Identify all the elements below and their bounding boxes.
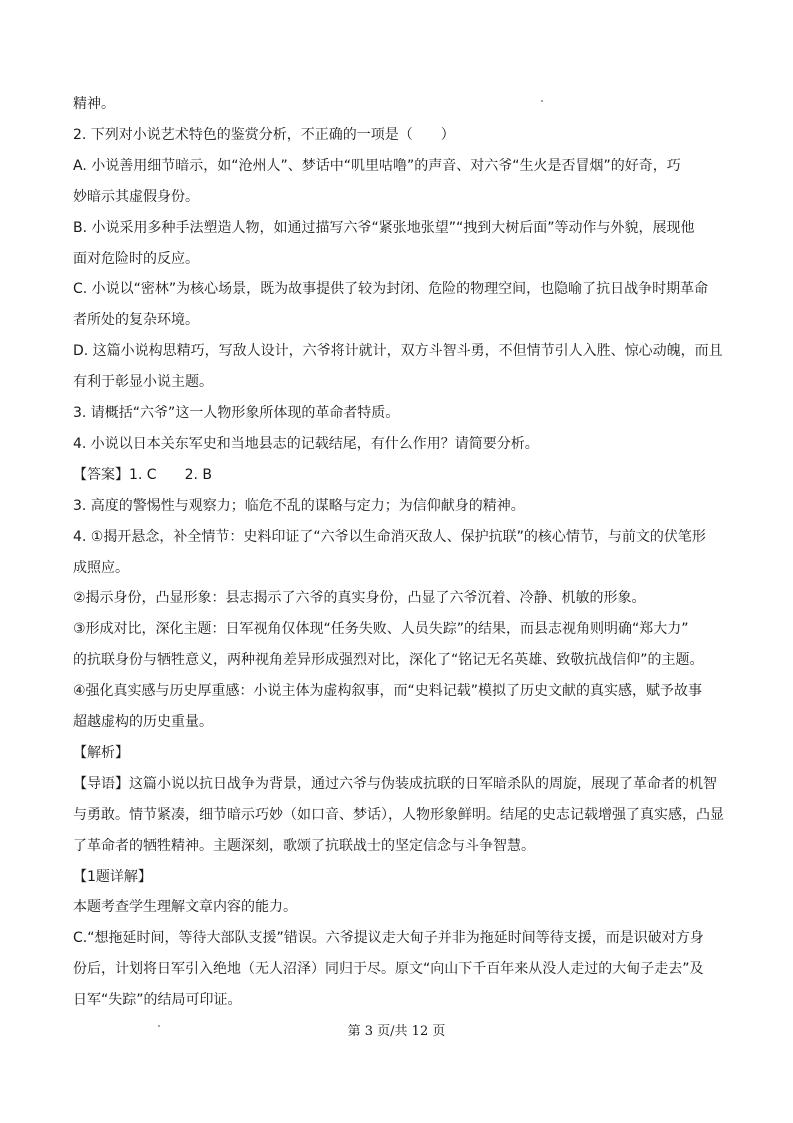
detail-heading-1: 【1题详解】 xyxy=(73,868,152,885)
text-line: 本题考查学生理解文章内容的能力。 xyxy=(73,899,297,916)
text-line: D. 这篇小说构思精巧，写敌人设计，六爷将计就计，双方斗智斗勇，不但情节引人入胜、惊心动魄，而且 xyxy=(73,343,723,360)
text-line: 份后，计划将日军引入绝地（无人沼泽）同归于尽。原文“向山下千百年来从没人走过的大甸子走去”及 xyxy=(73,961,704,978)
question-2: 2. 下列对小说艺术特色的鉴赏分析，不正确的一项是（ ） xyxy=(73,126,455,143)
text-line: ④强化真实感与历史厚重感：小说主体为虚构叙事，而“史料记载”模拟了历史文献的真实感，赋予故事 xyxy=(73,683,703,700)
intro-paragraph: 【导语】这篇小说以抗日战争为背景，通过六爷与伪装成抗联的日军暗杀队的周旋，展现了革命者的机智 xyxy=(73,775,717,792)
text-line: 3. 高度的警惕性与观察力；临危不乱的谋略与定力；为信仰献身的精神。 xyxy=(73,497,525,514)
text-line: 成照应。 xyxy=(73,559,129,576)
question-4: 4. 小说以日本关东军史和当地县志的记载结尾，有什么作用？请简要分析。 xyxy=(73,435,539,452)
question-3: 3. 请概括“六爷”这一人物形象所体现的革命者特质。 xyxy=(73,405,400,421)
text-line: B. 小说采用多种手法塑造人物，如通过描写六爷“紧张地张望”“拽到大树后面”等动作与外貌，展现他 xyxy=(73,219,695,236)
text-line: 妙暗示其虚假身份。 xyxy=(73,188,199,205)
analysis-label: 【解析】 xyxy=(73,744,129,761)
text-line: 的抗联身份与牺牲意义，两种视角差异形成强烈对比，深化了“铭记无名英雄、致敬抗战信仰”的主题。 xyxy=(73,652,704,669)
text-line: 面对危险时的反应。 xyxy=(73,250,199,267)
text-line: 与勇敢。情节紧凑，细节暗示巧妙（如口音、梦话），人物形象鲜明。结尾的史志记载增强了真实感，凸显 xyxy=(73,806,724,823)
text-line: A. 小说善用细节暗示，如“沧州人”、梦话中“叽里咕噜”的声音、对六爷“生火是否冒烟”的好奇，巧 xyxy=(73,157,681,174)
text-line: 4. ①揭开悬念，补全情节：史料印证了“六爷以生命消灭敌人、保护抗联”的核心情节，与前文的伏笔形 xyxy=(73,528,706,545)
text-line: ②揭示身份，凸显形象：县志揭示了六爷的真实身份，凸显了六爷沉着、冷静、机敏的形象。 xyxy=(73,590,646,607)
page-footer: 第 3 页/共 12 页 xyxy=(347,1024,446,1039)
text-line: C.“想拖延时间，等待大部队支援”错误。六爷提议走大甸子并非为拖延时间等待支援，而是识破对方身 xyxy=(73,930,704,947)
text-line: C. 小说以“密林”为核心场景，既为故事提供了较为封闭、危险的物理空间，也隐喻了抗日战争时期革命 xyxy=(73,281,709,298)
text-line: 有利于彰显小说主题。 xyxy=(73,374,213,391)
text-line: 精神。 xyxy=(73,96,115,112)
text-line: 了革命者的牺牲精神。主题深刻，歌颂了抗联战士的坚定信念与斗争智慧。 xyxy=(73,837,535,854)
text-line: ③形成对比，深化主题：日军视角仅体现“任务失败、人员失踪”的结果，而县志视角则明确“郑大力” xyxy=(73,621,689,638)
answer-label: 【答案】1. C 2. B xyxy=(73,466,212,483)
text-line: 者所处的复杂环境。 xyxy=(73,312,199,329)
text-line: 日军“失踪”的结局可印证。 xyxy=(73,992,242,1009)
text-line: 超越虚构的历史重量。 xyxy=(73,714,213,730)
